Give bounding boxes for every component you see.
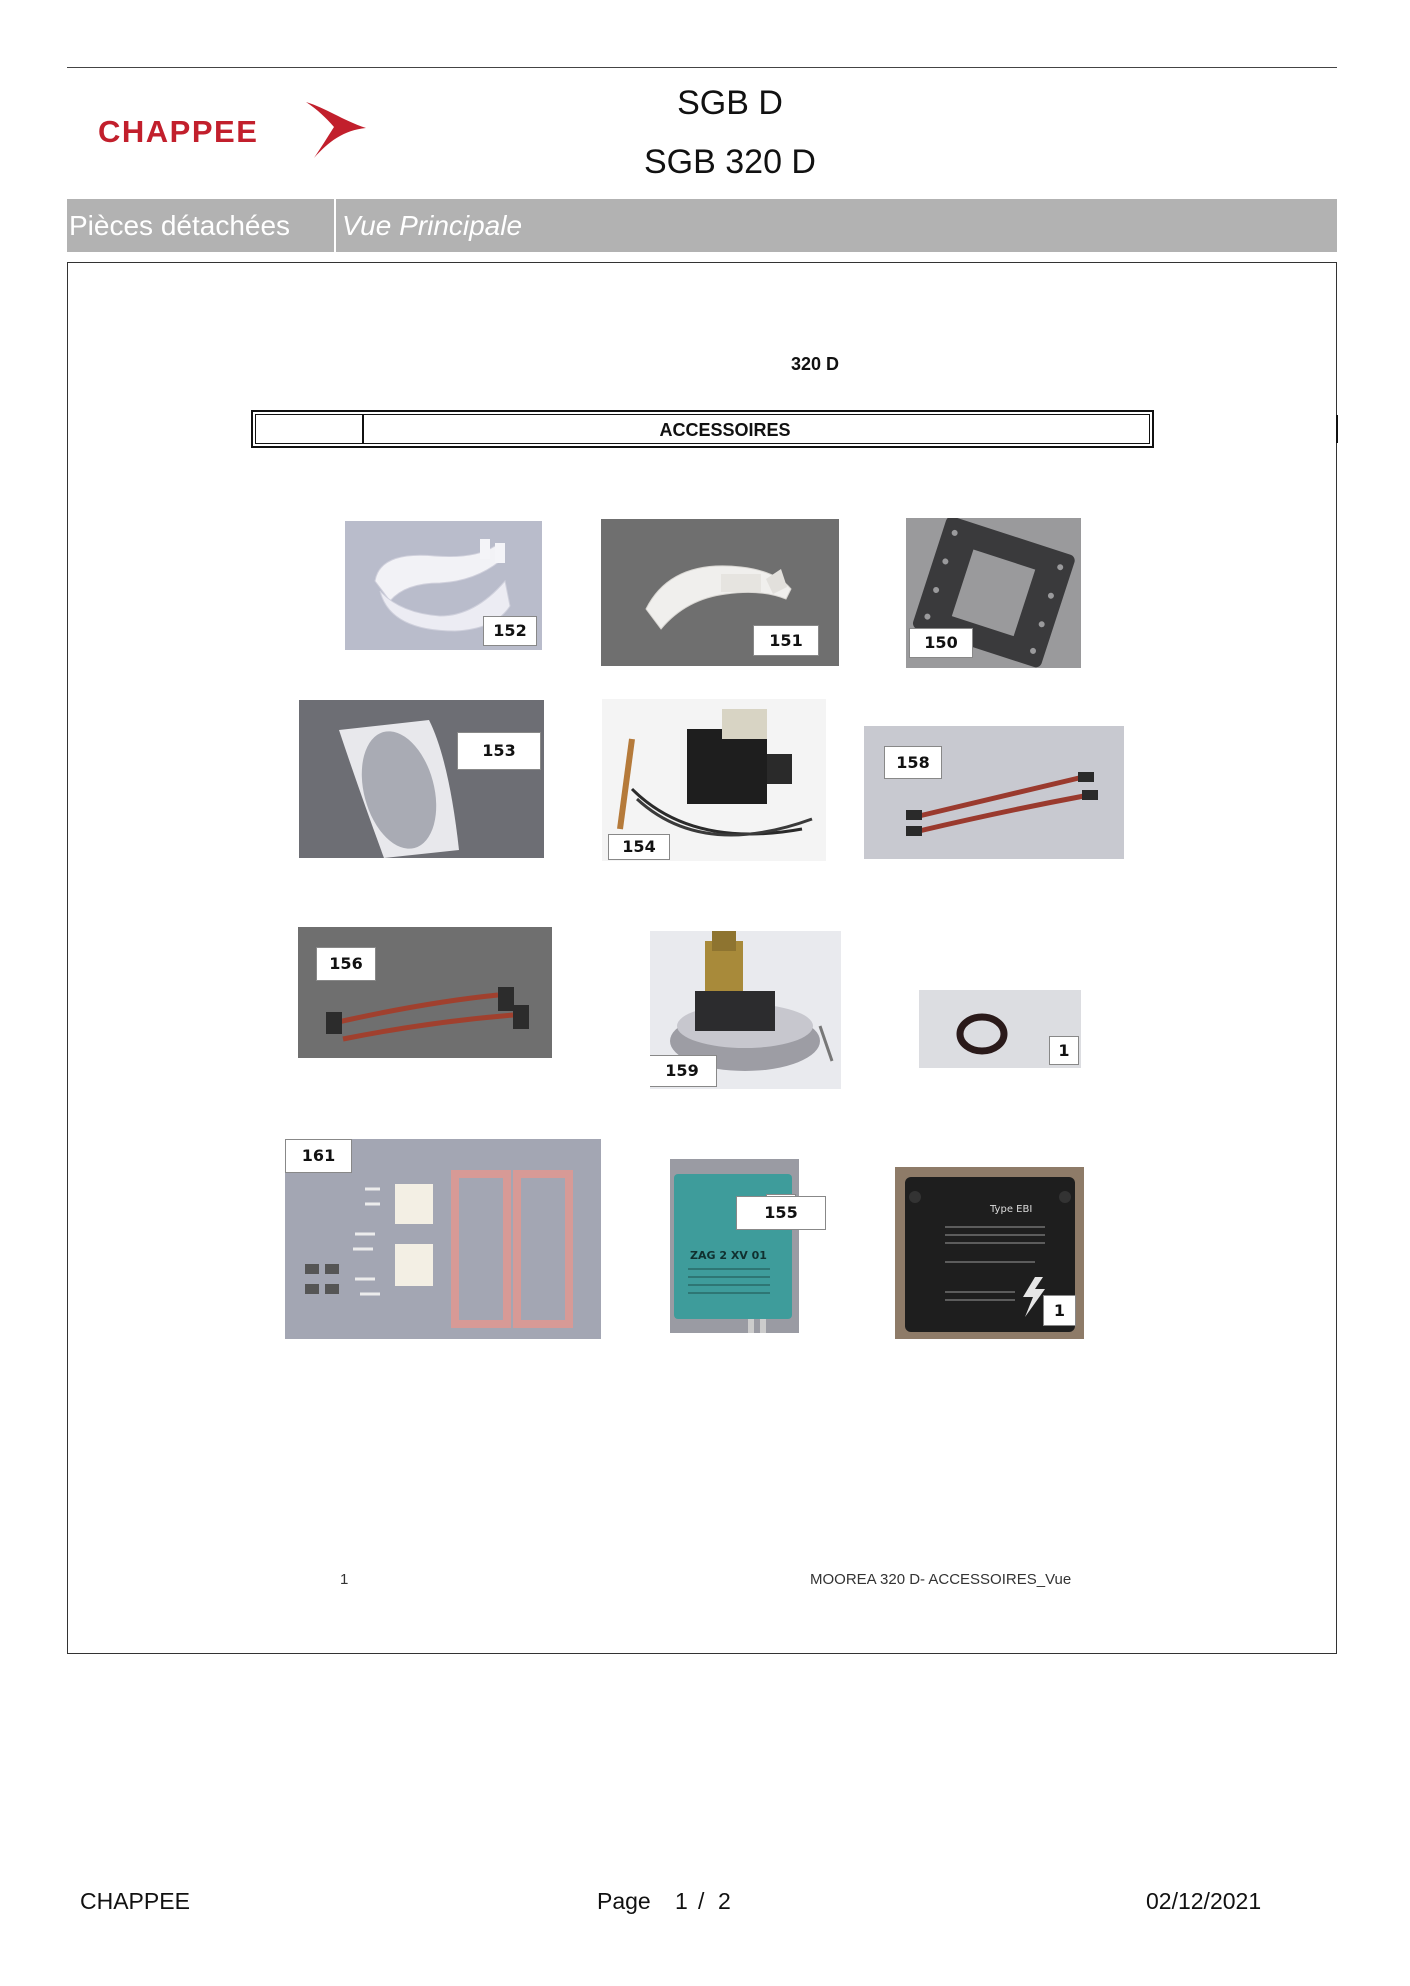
- ignition-transformer-icon: [670, 1159, 799, 1333]
- part-number-tag: 150: [909, 628, 973, 658]
- page-title-line2: SGB 320 D: [644, 143, 816, 181]
- footer-page-current: 1: [675, 1888, 688, 1914]
- accessories-label: ACCESSOIRES: [659, 420, 791, 440]
- section-bar-right-label: Vue Principale: [342, 210, 523, 241]
- part-150[interactable]: [906, 518, 1081, 668]
- part-number-tag: 161: [285, 1139, 352, 1173]
- section-bar-divider: [334, 199, 336, 252]
- part-number-tag: 153: [457, 732, 541, 770]
- table-divider-left: [362, 415, 364, 443]
- part-151[interactable]: [601, 519, 839, 666]
- control-box-model-text: Type EBI: [990, 1204, 1033, 1215]
- footer-page-total: 2: [718, 1888, 731, 1914]
- view-name: MOOREA 320 D- ACCESSOIRES_Vue: [810, 1571, 1072, 1588]
- section-bar-left-label: Pièces détachées: [69, 210, 291, 241]
- part-159[interactable]: [650, 931, 841, 1089]
- view-page-index: 1: [340, 1571, 349, 1588]
- part-number-tag: 151: [753, 625, 819, 656]
- part-number-tag: 152: [483, 616, 537, 646]
- page-title-line1: SGB D: [677, 84, 783, 122]
- table-divider-right: [1336, 415, 1338, 443]
- model-subtitle: 320 D: [790, 354, 840, 374]
- footer-page-separator: /: [698, 1888, 705, 1914]
- footer-page-label: Page: [597, 1888, 651, 1914]
- part-number-tag: 156: [316, 947, 376, 981]
- part-155[interactable]: [670, 1159, 799, 1333]
- chappee-logo: [98, 100, 368, 166]
- accessories-header-table: [251, 410, 1154, 448]
- brand-name: CHAPPEE: [98, 114, 259, 149]
- part-number-tag: 1: [1043, 1295, 1076, 1326]
- part-number-tag: 154: [608, 834, 670, 860]
- part-number-tag: 159: [650, 1055, 717, 1087]
- part-number-tag: 158: [884, 746, 942, 779]
- part-control-box[interactable]: [895, 1167, 1084, 1339]
- part-158[interactable]: [864, 726, 1124, 859]
- part-number-tag: 1: [1049, 1036, 1079, 1065]
- part-153[interactable]: [299, 700, 544, 858]
- part-152[interactable]: [345, 521, 542, 650]
- section-bar: [67, 199, 1337, 252]
- part-o-ring[interactable]: [919, 990, 1081, 1068]
- accessories-table-inner: [255, 414, 1150, 444]
- part-number-tag: 155: [736, 1196, 826, 1230]
- brand-swoosh-icon: [304, 100, 368, 160]
- sight-glass-plate-icon: [299, 700, 544, 858]
- top-rule: [67, 67, 1337, 68]
- part-156[interactable]: [298, 927, 552, 1058]
- footer-date: 02/12/2021: [1146, 1888, 1262, 1914]
- part-161[interactable]: [285, 1139, 601, 1339]
- footer-company: CHAPPEE: [80, 1888, 190, 1914]
- transformer-model-text: ZAG 2 XV 01: [690, 1249, 767, 1262]
- part-154[interactable]: [602, 699, 826, 861]
